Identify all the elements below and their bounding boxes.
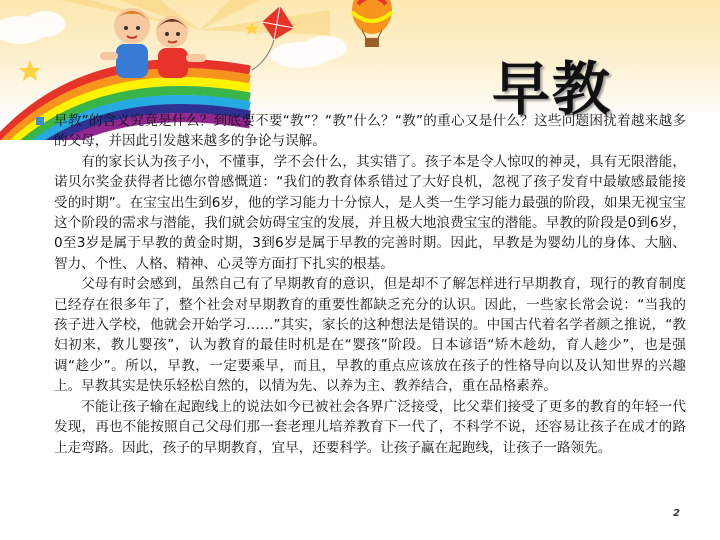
cloud-right — [270, 36, 347, 68]
hot-air-balloon-icon — [352, 0, 392, 47]
paragraph-intro: 早教”的含义究竟是什么？到底要不要“教”？“教”什么？“教”的重心又是什么？这些问题困扰着越来越多的父母，并因此引发越来越多的争论与误解。 — [54, 113, 686, 150]
star-icon — [19, 60, 41, 81]
page-title: 早教 — [492, 55, 613, 123]
cloud-left — [0, 11, 65, 44]
body-text — [54, 111, 686, 458]
page-number: 2 — [673, 508, 680, 519]
paragraph: 不能让孩子输在起跑线上的说法如今已被社会各界广泛接受，比父辈们接受了更多的教育的年轻一代发现，再也不能按照自己父母们那一套老理儿培养教育下一代了，不科学不说，还容易让孩子在成才的路上走弯路。因此，孩子的早期教育，宜早，还要科学。让孩子赢在起跑线，让孩子一路领先。 — [54, 398, 686, 456]
bullet-icon — [36, 117, 44, 125]
paragraph: 父母有时会感到，虽然自己有了早期教育的意识，但是却不了解怎样进行早期教育，现行的教育制度已经存在很多年了，整个社会对早期教育的重要性都缺乏充分的认识。因此，一些家长常会说：“当我的孩子进入学校，他就会开始学习……”其实，家长的这种想法是错误的。中国古代着名学者颜之推说，“教妇初来，教儿婴孩”，认为教育的最佳时机是在“婴孩”阶段。日本谚语“矫木趁幼，育人趁少”，也是强调“趁少”。所以，早教，一定要乘早，而且，早教的重点应该放在孩子的性格导向以及认知世界的兴趣上。早教其实是快乐轻松自然的，以情为先、以养为主、教养结合，重在品格素养。 — [54, 276, 686, 395]
paragraph: 有的家长认为孩子小，不懂事，学不会什么，其实错了。孩子本是令人惊叹的神灵，具有无限潜能，诺贝尔奖金获得者比德尔曾感慨道：“我们的教育体系错过了大好良机，忽视了孩子发育中最敏感最能接受的时期”。在宝宝出生到6岁，他的学习能力十分惊人，是人类一生学习能力最强的阶段，如果无视宝宝这个阶段的需求与潜能，我们就会妨碍宝宝的发展，并且极大地浪费宝宝的潜能。早教的阶段是0到6岁，0至3岁是属于早教的黄金时期，3到6岁是属于早教的完善时期。因此，早教是为婴幼儿的身体、大脑、智力、个性、人格、精神、心灵等方面打下扎实的根基。 — [54, 153, 686, 272]
